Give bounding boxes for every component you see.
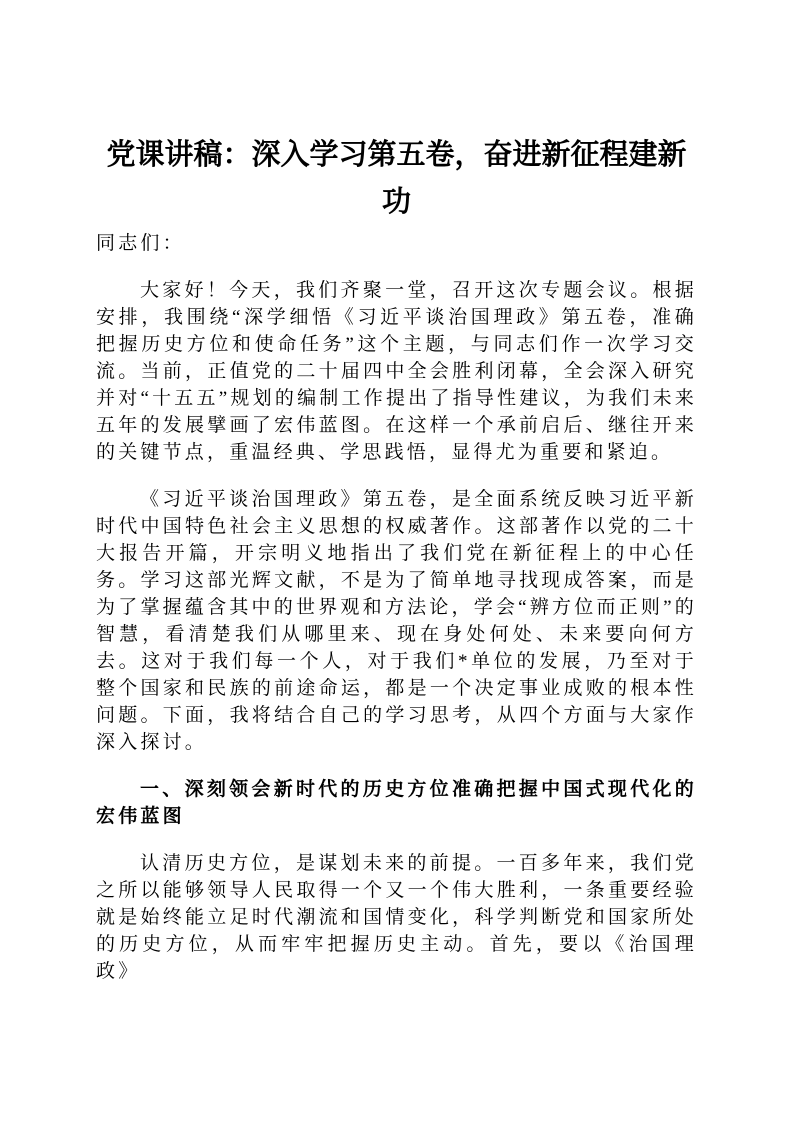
document-title: 党课讲稿：深入学习第五卷，奋进新征程建新功: [106, 139, 687, 218]
section-heading-1: 一、深刻领会新时代的历史方位准确把握中国式现代化的宏伟蓝图: [96, 779, 697, 827]
paragraph-book-introduction: 《习近平谈治国理政》第五卷，是全面系统反映习近平新时代中国特色社会主义思想的权威著作。这部著作以党的二十大报告开篇，开宗明义地指出了我们党在新征程上的中心任务。学习这部光辉文献，不是为了简单地寻找现成答案，而是为了掌握蕴含其中的世界观和方法论，学会“辨方位而正则”的智慧，看清楚我们从哪里来、现在身处何处、未来要向何方去。这对于我们每一个人，对于我们*单位的发展，乃至对于整个国家和民族的前途命运，都是一个决定事业成败的根本性问题。下面，我将结合自己的学习思考，从四个方面与大家作深入探讨。: [96, 489, 697, 753]
paragraph-section-1-body: 认清历史方位，是谋划未来的前提。一百多年来，我们党之所以能够领导人民取得一个又一个伟大胜利，一条重要经验就是始终能立足时代潮流和国情变化，科学判断党和国家所处的历史方位，从而牢牢把握历史主动。首先，要以《治国理政》: [96, 853, 697, 982]
paragraph-opening: 大家好！今天，我们齐聚一堂，召开这次专题会议。根据安排，我围绕“深学细悟《习近平谈治国理政》第五卷，准确把握历史方位和使命任务”这个主题，与同志们作一次学习交流。当前，正值党的二十届四中全会胜利闭幕，全会深入研究并对“十五五”规划的编制工作提出了指导性建议，为我们未来五年的发展擘画了宏伟蓝图。在这样一个承前启后、继往开来的关键节点，重温经典、学思践悟，显得尤为重要和紧迫。: [96, 280, 697, 463]
salutation: 同志们：: [96, 233, 185, 254]
